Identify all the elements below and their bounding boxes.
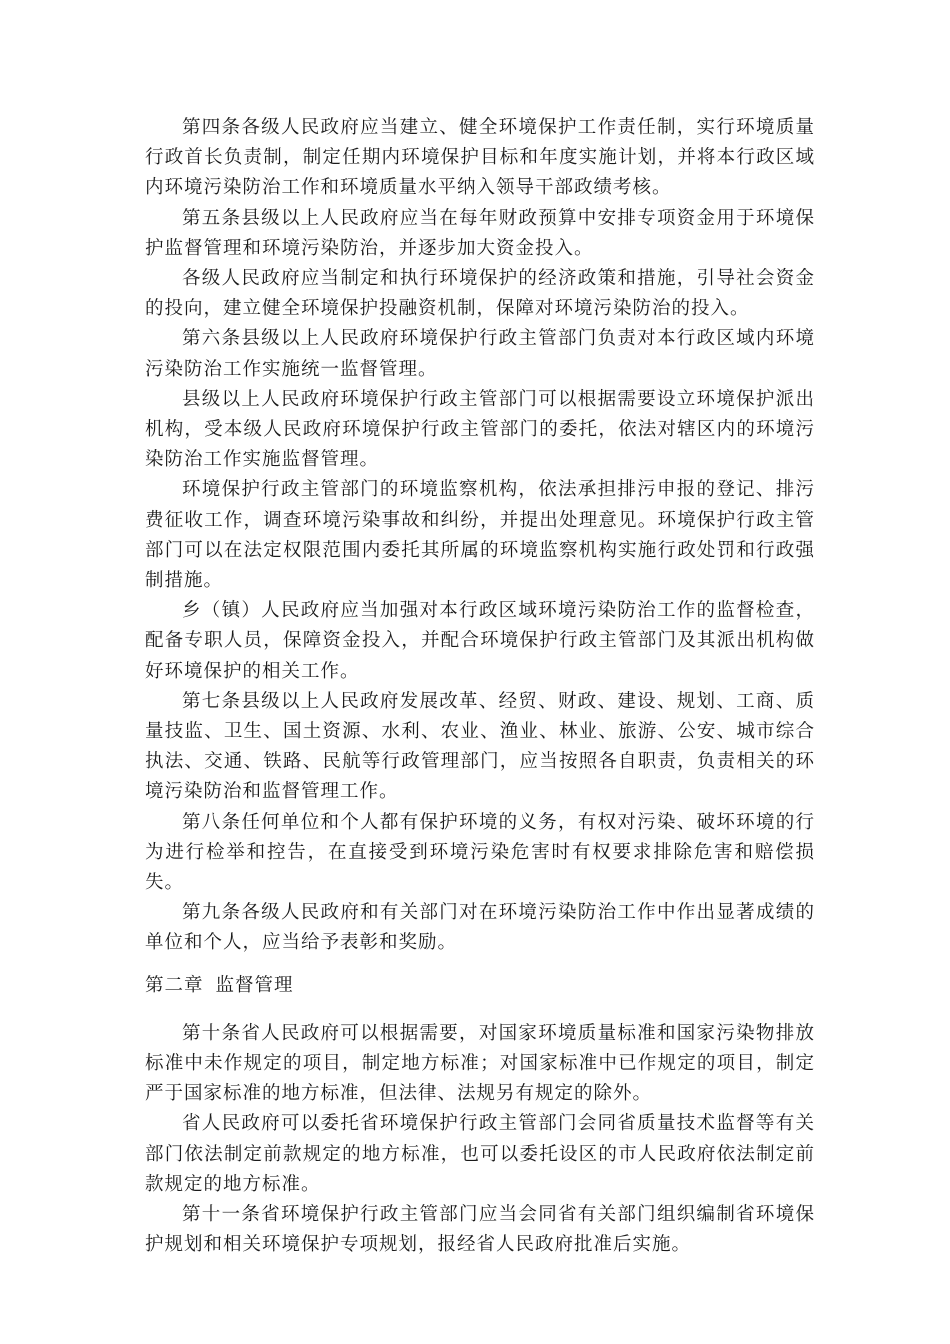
article-6-continuation-paragraph-1: 县级以上人民政府环境保护行政主管部门可以根据需要设立环境保护派出机构，受本级人民政府环境保护行政主管部门的委托，依法对辖区内的环境污染防治工作实施监督管理。 — [145, 388, 815, 471]
article-8-paragraph: 第八条任何单位和个人都有保护环境的义务，有权对污染、破坏环境的行为进行检举和控告，在直接受到环境污染危害时有权要求排除危害和赔偿损失。 — [145, 811, 815, 894]
article-10-paragraph: 第十条省人民政府可以根据需要，对国家环境质量标准和国家污染物排放标准中未作规定的项目，制定地方标准；对国家标准中已作规定的项目，制定严于国家标准的地方标准，但法律、法规另有规定的除外。 — [145, 1022, 815, 1105]
article-7-paragraph: 第七条县级以上人民政府发展改革、经贸、财政、建设、规划、工商、质量技监、卫生、国土资源、水利、农业、渔业、林业、旅游、公安、城市综合执法、交通、铁路、民航等行政管理部门，应当按照各自职责，负责相关的环境污染防治和监督管理工作。 — [145, 690, 815, 803]
document-page — [145, 113, 815, 1260]
article-9-paragraph: 第九条各级人民政府和有关部门对在环境污染防治工作中作出显著成绩的单位和个人，应当给予表彰和奖励。 — [145, 902, 815, 954]
article-5-continuation-paragraph: 各级人民政府应当制定和执行环境保护的经济政策和措施，引导社会资金的投向，建立健全环境保护投融资机制，保障对环境污染防治的投入。 — [145, 268, 815, 320]
article-5-paragraph: 第五条县级以上人民政府应当在每年财政预算中安排专项资金用于环境保护监督管理和环境污染防治，并逐步加大资金投入。 — [145, 207, 815, 259]
chapter-title: 监督管理 — [215, 974, 294, 996]
chapter-heading — [145, 971, 815, 1001]
article-6-paragraph: 第六条县级以上人民政府环境保护行政主管部门负责对本行政区域内环境污染防治工作实施统一监督管理。 — [145, 328, 815, 380]
article-11-paragraph: 第十一条省环境保护行政主管部门应当会同省有关部门组织编制省环境保护规划和相关环境保护专项规划，报经省人民政府批准后实施。 — [145, 1203, 815, 1256]
article-4-paragraph: 第四条各级人民政府应当建立、健全环境保护工作责任制，实行环境质量行政首长负责制，制定任期内环境保护目标和年度实施计划，并将本行政区域内环境污染防治工作和环境质量水平纳入领导干部政绩考核。 — [145, 117, 815, 199]
chapter-number: 第二章 — [145, 974, 204, 996]
article-10-continuation-paragraph: 省人民政府可以委托省环境保护行政主管部门会同省质量技术监督等有关部门依法制定前款规定的地方标准，也可以委托设区的市人民政府依法制定前款规定的地方标准。 — [145, 1113, 815, 1195]
article-6-continuation-paragraph-3: 乡（镇）人民政府应当加强对本行政区域环境污染防治工作的监督检查，配备专职人员，保障资金投入，并配合环境保护行政主管部门及其派出机构做好环境保护的相关工作。 — [145, 600, 815, 682]
article-6-continuation-paragraph-2: 环境保护行政主管部门的环境监察机构，依法承担排污申报的登记、排污费征收工作，调查环境污染事故和纠纷，并提出处理意见。环境保护行政主管部门可以在法定权限范围内委托其所属的环境监察机构实施行政处罚和行政强制措施。 — [145, 479, 815, 592]
